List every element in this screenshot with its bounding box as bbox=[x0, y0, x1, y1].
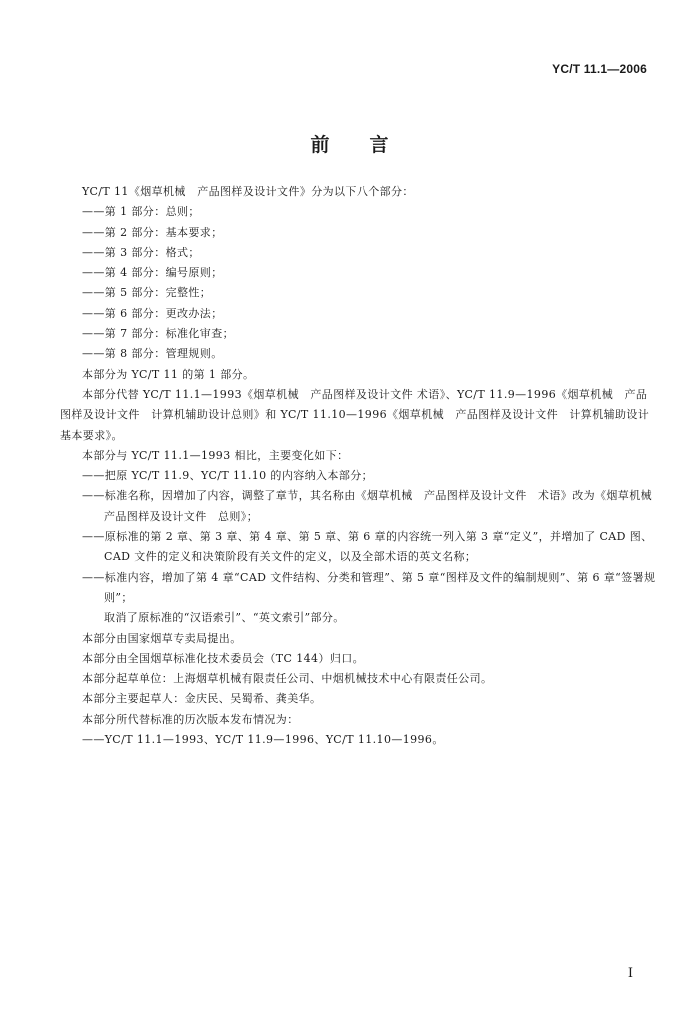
list-item: ——第 3 部分：格式； bbox=[82, 245, 200, 259]
list-item: ——YC/T 11.1—1993、YC/T 11.9—1996、YC/T 11.10—1996。 bbox=[82, 733, 444, 747]
list-item: ——原标准的第 2 章、第 3 章、第 4 章、第 5 章、第 6 章的内容统一列入第 3 章“定义”，并增加了 CAD 图、CAD 文件的定义和决策阶段有关文件的定义，以及全部术语的英文名称； bbox=[82, 530, 653, 564]
paragraph: 本部分与 YC/T 11.1—1993 相比，主要变化如下： bbox=[82, 448, 349, 462]
list-item: ——标准内容，增加了第 4 章“CAD 文件结构、分类和管理”、第 5 章“图样及文件的编制规则”、第 6 章“签署规则”； bbox=[82, 570, 656, 604]
list-item: ——第 4 部分：编号原则； bbox=[82, 266, 223, 280]
list-item: ——把原 YC/T 11.9、YC/T 11.10 的内容纳入本部分； bbox=[82, 469, 374, 483]
paragraph: 本部分由国家烟草专卖局提出。 bbox=[82, 631, 242, 645]
list-item: ——第 6 部分：更改办法； bbox=[82, 306, 223, 320]
page-title: 前言 bbox=[310, 134, 429, 156]
list-item: ——第 7 部分：标准化审查； bbox=[82, 327, 234, 341]
list-item: ——标准名称，因增加了内容，调整了章节，其名称由《烟草机械 产品图样及设计文件 术语》改为《烟草机械 产品图样及设计文件 总则》； bbox=[82, 489, 664, 523]
page-number: I bbox=[627, 966, 633, 981]
paragraph: 本部分所代替标准的历次版本发布情况为： bbox=[82, 712, 299, 726]
paragraph-intro: YC/T 11《烟草机械 产品图样及设计文件》分为以下八个部分： bbox=[82, 185, 414, 198]
paragraph: 本部分由全国烟草标准化技术委员会（TC 144）归口。 bbox=[82, 651, 365, 665]
list-continuation: 取消了原标准的“汉语索引”、“英文索引”部分。 bbox=[104, 611, 345, 625]
list-item: ——第 2 部分：基本要求； bbox=[82, 225, 223, 239]
standard-code: YC/T 11.1—2006 bbox=[552, 62, 647, 76]
list-item: ——第 1 部分：总则； bbox=[82, 205, 200, 219]
paragraph-replaces: 本部分代替 YC/T 11.1—1993《烟草机械 产品图样及设计文件 术语》、YC/T 11.9—1996《烟草机械 产品图样及设计文件 计算机辅助设计总则》和 YC/T 11.10—1996《烟草机械 产品图样及设计文件 计算机辅助设计基本要求》。 bbox=[60, 387, 650, 442]
list-item: ——第 8 部分：管理规则。 bbox=[82, 347, 223, 361]
paragraph: 本部分主要起草人：金庆民、吴蜀希、龚美华。 bbox=[82, 692, 322, 706]
paragraph: 本部分起草单位：上海烟草机械有限责任公司、中烟机械技术中心有限责任公司。 bbox=[82, 672, 493, 686]
list-item: ——第 5 部分：完整性； bbox=[82, 286, 212, 300]
document-body bbox=[60, 182, 664, 750]
paragraph: 本部分为 YC/T 11 的第 1 部分。 bbox=[82, 367, 255, 381]
